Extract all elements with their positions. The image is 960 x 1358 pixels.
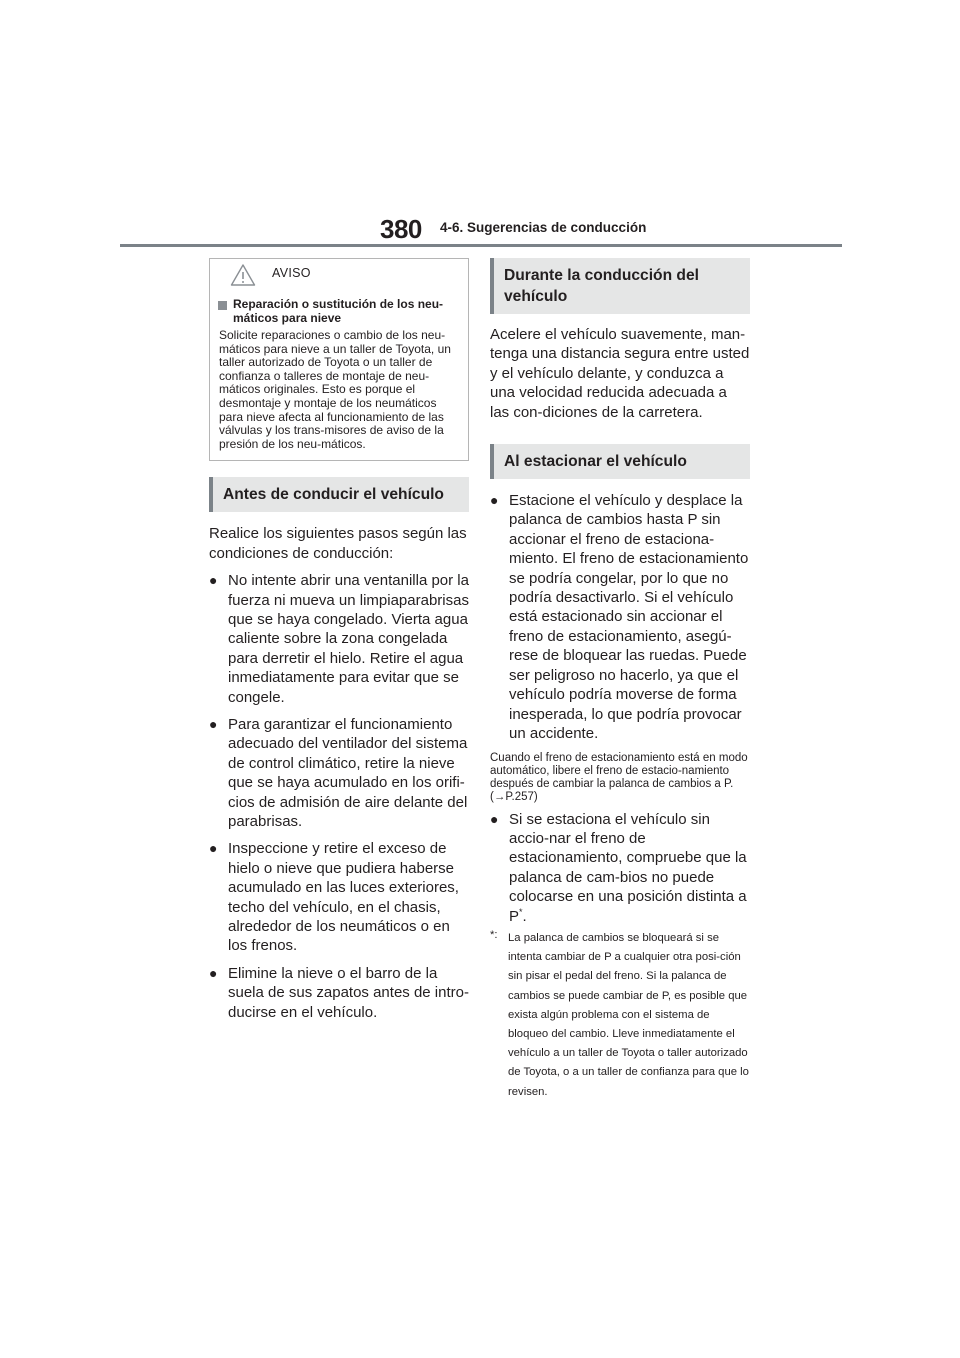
section-title: 4-6. Sugerencias de conducción [440, 220, 647, 235]
left-column [209, 258, 469, 1022]
square-bullet-icon [218, 301, 227, 310]
bullet-icon: ● [209, 964, 218, 981]
bullet-icon: ● [490, 810, 499, 827]
bullet-icon: ● [209, 572, 218, 589]
bullet-end: . [522, 907, 527, 925]
list-item [490, 810, 750, 926]
while-driving-body: Acelere el vehículo suavemente, man-tenga una distancia segura entre usted y el vehículo delante, y conduzca a una velocidad reducida adecuada a las con-diciones de la carretera. [490, 326, 750, 421]
bullet-text: Estacione el vehículo y desplace la palanca de cambios hasta P sin accionar el freno de estaciona-miento. El freno de estacionamiento se podría congelar, por lo que no podría desactivarlo. Si el vehículo está estacionado sin accionar el freno de estacionamiento, asegú-rese de bloquear las ruedas. Puede ser peligroso no hacerlo, ya que el vehículo podría moverse de forma inesperada, lo que podría provocar un accidente. [509, 492, 749, 742]
before-driving-intro: Realice los siguientes pasos según las condiciones de conducción: [209, 525, 467, 562]
footnote-mark: *: [490, 928, 498, 941]
bullet-icon: ● [490, 492, 499, 509]
warning-item-title: Reparación o sustitución de los neu-máticos para nieve [233, 297, 444, 325]
bullet-text: Elimine la nieve o el barro de la suela de sus zapatos antes de intro-ducirse en el vehículo. [228, 964, 469, 1021]
warning-item [210, 298, 468, 325]
bullet-text: No intente abrir una ventanilla por la fuerza ni mueva un limpiaparabrisas que se haya congelado. Vierta agua caliente sobre la zona congelada para derretir el hielo. Retire el agua inmediatamente para evitar que se congele. [228, 572, 469, 706]
parking-note: Cuando el freno de estacionamiento está en modo automático, libere el freno de estacio-namiento después de cambiar la palanca de cambios a P. (→P.257) [490, 752, 748, 803]
list-item [209, 571, 469, 707]
bullet-icon: ● [209, 716, 218, 732]
heading-before-driving: Antes de conducir el vehículo [209, 477, 469, 512]
list-item [490, 491, 750, 743]
header-divider [120, 244, 842, 247]
footnote [490, 929, 750, 1102]
list-item [209, 715, 469, 831]
bullet-text: Inspeccione y retire el exceso de hielo o nieve que pudiera haberse acumulado en las luces exteriores, techo del vehículo, en el chasis, alrededor de los neumáticos o en los frenos. [228, 840, 459, 955]
bullet-text: Si se estaciona el vehículo sin accio-nar el freno de estacionamiento, compruebe que la palanca de cam-bios no puede colocarse en una posición distinta a P [509, 810, 747, 925]
list-item [209, 964, 469, 1022]
heading-while-driving: Durante la conducción del vehículo [490, 258, 750, 314]
footnote-ref: * [519, 906, 523, 917]
bullet-text-wrap [509, 810, 750, 926]
warning-triangle-icon [230, 263, 256, 287]
page-number: 380 [380, 214, 422, 244]
warning-title: AVISO [272, 266, 311, 280]
list-item [209, 839, 469, 955]
right-column [490, 258, 750, 1102]
warning-header [210, 259, 468, 295]
bullet-text: Para garantizar el funcionamiento adecuado del ventilador del sistema de control climático, retire la nieve que se haya acumulado en los orifi-cios de admisión de aire delante del parabrisas. [228, 716, 468, 831]
warning-body: Solicite reparaciones o cambio de los neu-máticos para nieve a un taller de Toyota, un taller autorizado de Toyota o un taller de confianza o talleres de montaje de neu-máticos originales. Esto es porque el desmontaje y montaje de los neumáticos para nieve afecta al funcionamiento de las válvulas y los trans-misores de aviso de la presión de los neu-máticos. [219, 328, 451, 451]
bullet-icon: ● [209, 840, 218, 857]
page-header [0, 0, 960, 250]
heading-parking: Al estacionar el vehículo [490, 444, 750, 479]
footnote-text: La palanca de cambios se bloqueará si se intenta cambiar de P a cualquier otra posi-ción sin pisar el pedal del freno. Si la palanca de cambios se puede cambiar de P, es posible que exista algún problema con el sistema de bloqueo del cambio. Lleve inmediatamente el vehículo a un taller de Toyota o taller autorizado de Toyota, o a un taller de confianza para que lo revisen. [508, 931, 749, 1098]
warning-box [209, 258, 469, 461]
